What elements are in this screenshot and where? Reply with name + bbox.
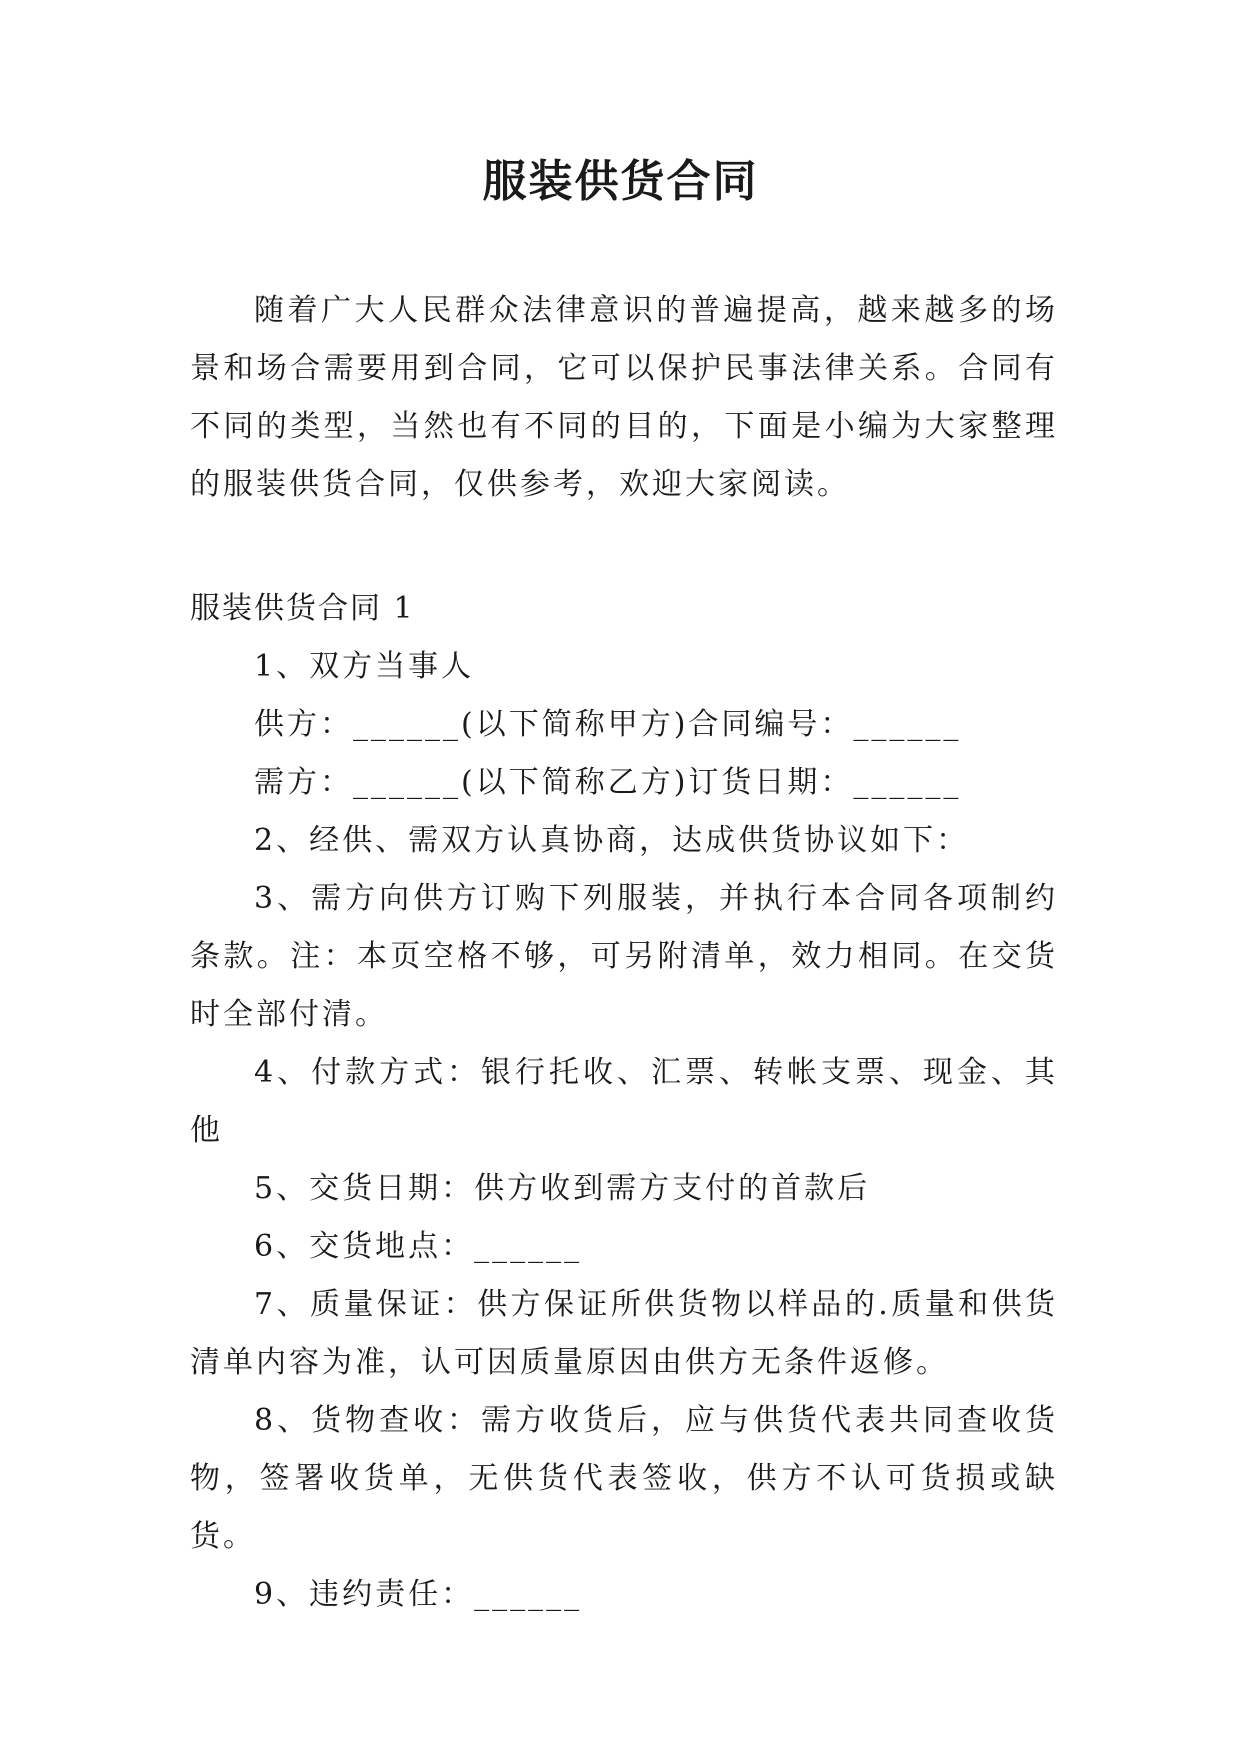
section-heading: 服装供货合同 1 — [190, 591, 415, 626]
intro-paragraph: 随着广大人民群众法律意识的普遍提高，越来越多的场景和场合需要用到合同，它可以保护民事法律关系。合同有不同的类型，当然也有不同的目的，下面是小编为大家整理的服装供货合同，仅供参考，欢迎大家阅读。 — [190, 293, 1058, 502]
clause-quality-guarantee: 7、质量保证：供方保证所供货物以样品的.质量和供货清单内容为准，认可因质量原因由供方无条件返修。 — [190, 1287, 1058, 1380]
clause-liability: 9、违约责任：______ — [254, 1577, 583, 1612]
clause-order-terms: 3、需方向供方订购下列服装，并执行本合同各项制约条款。注：本页空格不够，可另附清单，效力相同。在交货时全部付清。 — [190, 881, 1058, 1032]
clause-payment-method: 4、付款方式：银行托收、汇票、转帐支票、现金、其他 — [190, 1055, 1058, 1148]
clause-goods-inspection: 8、货物查收：需方收货后，应与供货代表共同查收货物，签署收货单，无供货代表签收，供方不认可货损或缺货。 — [190, 1403, 1058, 1554]
clause-delivery-place: 6、交货地点：______ — [254, 1229, 583, 1264]
clause-supplier-line: 供方：______(以下简称甲方)合同编号：______ — [254, 707, 962, 742]
document-title: 服装供货合同 — [482, 156, 759, 207]
clause-list — [190, 638, 1058, 1624]
clause-parties: 1、双方当事人 — [254, 649, 475, 684]
clause-delivery-date: 5、交货日期：供方收到需方支付的首款后 — [254, 1171, 871, 1206]
clause-agreement: 2、经供、需双方认真协商，达成供货协议如下： — [254, 823, 970, 858]
clause-buyer-line: 需方：______(以下简称乙方)订货日期：______ — [254, 765, 962, 800]
